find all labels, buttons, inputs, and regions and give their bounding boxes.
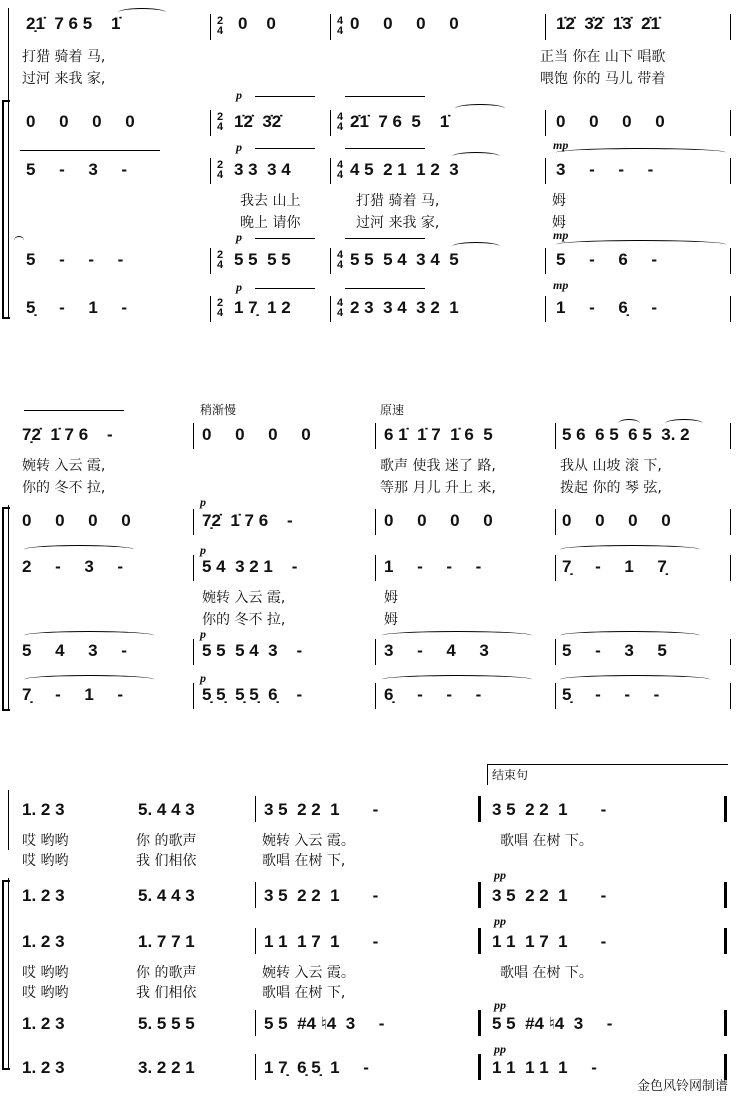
part3-m1: 5 - 3 - (26, 160, 128, 179)
slur (382, 631, 532, 640)
dynamic-pp: pp (494, 868, 506, 882)
slur (665, 419, 703, 428)
barline (193, 509, 194, 535)
choir-brace (2, 507, 10, 711)
melody-m4: 5 6 6 5 6 5 3. 2 (562, 425, 690, 444)
barline (375, 683, 376, 709)
crescendo-hairpin (255, 288, 315, 289)
barline (193, 423, 194, 449)
barline (255, 1010, 256, 1036)
barline (545, 158, 546, 184)
part4-m3: 5 5 #4 ♮4 3 - (264, 1014, 385, 1033)
part3-lyrics-verse2: 姆 (384, 612, 398, 628)
part5-m4: 1 1 1 1 1 - (492, 1058, 597, 1077)
decrescendo-hairpin (345, 148, 425, 149)
part3-lyrics-verse1: 姆 (552, 193, 566, 209)
time-signature: 2 4 (216, 249, 224, 271)
lyrics-verse1: 歌唱 在树 下。 (500, 833, 593, 849)
barline (375, 555, 376, 581)
part3-lyrics-verse1: 姆 (384, 590, 398, 606)
slur (24, 545, 134, 554)
barline (210, 248, 211, 274)
decrescendo-hairpin (345, 238, 425, 239)
repeat-end-barline (478, 1010, 481, 1036)
part3-m3: 4 5 2 1 1 2 3 (350, 160, 459, 179)
part4-m4: 5 5 #4 ♮4 3 - (492, 1014, 613, 1033)
part3-lyrics-verse2: 晚上 请你 (240, 215, 301, 231)
lyrics-verse1: 婉转 入云 霞。 (262, 833, 355, 849)
slur (452, 242, 500, 251)
melody-m1: 7̣2̇ 1̇ 7 6 - (22, 425, 113, 444)
part4-m1: 1. 2 3 (22, 1014, 65, 1033)
slur (382, 675, 532, 684)
lyrics-verse2: 拨起 你的 琴 弦, (560, 480, 662, 496)
final-barline (724, 882, 727, 908)
part2-m3: 3 5 2 2 1 - (264, 886, 379, 905)
lyrics-verse2: 喂饱 你的 马儿 带着 (540, 71, 666, 87)
time-signature: 2 4 (216, 111, 224, 133)
part3-m4: 1 1 1 7 1 - (492, 932, 607, 951)
barline (330, 296, 331, 322)
system-3 (0, 760, 740, 1100)
system-2 (0, 395, 740, 725)
part3-m2: 3 3 3 4 (234, 160, 291, 179)
lyrics-verse1: 哎 哟哟 (22, 833, 69, 849)
time-signature: 4 4 (336, 111, 344, 133)
melody-m2: 0 0 (238, 14, 276, 33)
slur (452, 152, 500, 161)
barline (730, 423, 731, 449)
part5-m2: 3. 2 2 1 (138, 1058, 195, 1077)
part5-m1: 5̣ - 1 - (26, 298, 128, 317)
dynamic-mp: mp (553, 278, 569, 292)
part4-m2: 5 5 5 4 3 - (202, 641, 303, 660)
part4-m1: 5 4 3 - (22, 641, 127, 660)
barline (193, 683, 194, 709)
barline (255, 882, 256, 908)
slur (556, 148, 726, 157)
part2-m2: 1̇2̇ 3̇2̇ (234, 112, 282, 131)
dynamic-pp: pp (494, 1042, 506, 1056)
tempo-marking: 稍渐慢 (200, 403, 237, 417)
barline (545, 296, 546, 322)
lyrics-verse2: 我 们相依 (136, 853, 197, 869)
dynamic-p: p (200, 543, 206, 557)
part5-m3: 1 7̣ 6̣ 5̣ 1 - (264, 1058, 369, 1077)
lyrics-verse1: 歌声 使我 迷了 路, (380, 458, 496, 474)
part2-m2: 5. 4 4 3 (138, 886, 195, 905)
time-signature: 2 4 (216, 297, 224, 319)
barline (730, 14, 731, 40)
part3-lyrics-verse2: 歌唱 在树 下, (262, 985, 346, 1001)
crescendo-hairpin (255, 238, 315, 239)
time-signature: 2 4 (216, 159, 224, 181)
part5-m2: 5̣ 5̣ 5̣ 5̣ 6̣ - (202, 685, 303, 704)
part3-m1: 2 - 3 - (22, 557, 124, 576)
barline (555, 423, 556, 449)
dynamic-p: p (236, 88, 242, 102)
slur (556, 240, 726, 249)
dynamic-p: p (236, 230, 242, 244)
part4-m1: 5 - - - (26, 250, 124, 269)
part3-lyrics-verse1: 哎 哟哟 (22, 965, 69, 981)
part3-lyrics-verse2: 哎 哟哟 (22, 985, 69, 1001)
part3-m1: 1. 2 3 (22, 932, 65, 951)
part3-lyrics-verse1: 打猎 骑着 马, (356, 193, 440, 209)
part3-lyrics-verse2: 姆 (552, 215, 566, 231)
part2-m4: 0 0 0 0 (562, 511, 671, 530)
crescendo-hairpin (255, 96, 315, 97)
slur (24, 675, 154, 684)
lyrics-verse1: 正当 你在 山下 唱歌 (540, 49, 666, 65)
tempo-marking: 原速 (380, 403, 405, 417)
part2-m1: 0 0 0 0 (26, 112, 135, 131)
barline (545, 14, 546, 40)
barline (555, 509, 556, 535)
system-1 (0, 0, 740, 330)
part3-m3: 1 - - - (384, 557, 482, 576)
part3-lyrics-verse1: 你 的歌声 (136, 965, 197, 981)
slur (118, 8, 166, 17)
part5-m1: 1. 2 3 (22, 1058, 65, 1077)
part2-m1: 1. 2 3 (22, 886, 65, 905)
barline (330, 110, 331, 136)
final-barline (724, 1010, 727, 1036)
lyrics-verse2: 过河 来我 家, (22, 71, 106, 87)
slur (560, 545, 700, 554)
barline (193, 639, 194, 665)
part5-m4: 5̣ - - - (562, 685, 660, 704)
barline (730, 683, 731, 709)
barline (210, 14, 211, 40)
choir-brace (2, 880, 10, 1070)
lyrics-verse2: 哎 哟哟 (22, 853, 69, 869)
barline (330, 14, 331, 40)
barline (730, 248, 731, 274)
part3-m4: 3 - - - (556, 160, 654, 179)
barline (193, 555, 194, 581)
time-signature: 4 4 (336, 15, 344, 37)
dynamic-p: p (200, 627, 206, 641)
part5-m4: 1 - 6̣ - (556, 298, 658, 317)
lyrics-verse1: 打猎 骑着 马, (22, 49, 106, 65)
slur (618, 419, 640, 428)
final-barline (724, 928, 727, 954)
part3-lyrics-verse2: 你的 冬不 拉, (202, 612, 286, 628)
barline (555, 639, 556, 665)
part4-m4: 5 - 3 5 (562, 641, 667, 660)
melody-m2: 0 0 0 0 (202, 425, 311, 444)
part2-m4: 3 5 2 2 1 - (492, 886, 607, 905)
part5-m2: 1 7̣ 1 2 (234, 298, 291, 317)
ending-label: 结束句 (492, 768, 529, 782)
barline (730, 555, 731, 581)
choir-brace (2, 100, 10, 319)
slur (24, 631, 154, 640)
repeat-end-barline (478, 928, 481, 954)
melody-m3: 3 5 2 2 1 - (264, 800, 379, 819)
slur (560, 631, 700, 640)
dynamic-pp: pp (494, 998, 506, 1012)
slur (455, 104, 505, 113)
dynamic-p: p (200, 671, 206, 685)
part5-m1: 7̣ - 1 - (22, 685, 124, 704)
system-start-line (8, 790, 9, 850)
part4-m3: 5 5 5 4 3 4 5 (350, 250, 459, 269)
time-signature: 4 4 (336, 297, 344, 319)
lyrics-verse2: 歌唱 在树 下, (262, 853, 346, 869)
barline (730, 639, 731, 665)
decrescendo-hairpin (345, 96, 425, 97)
barline (545, 110, 546, 136)
dynamic-mp: mp (553, 138, 569, 152)
barline (330, 158, 331, 184)
dynamic-pp: pp (494, 914, 506, 928)
barline (255, 796, 256, 822)
crescendo-hairpin (255, 148, 315, 149)
slur (560, 675, 710, 684)
part3-lyrics-verse1: 婉转 入云 霞, (202, 590, 286, 606)
crescendo-hairpin (20, 150, 160, 151)
barline (545, 248, 546, 274)
part2-m3: 2̇1̇ 7 6 5 1̇ (350, 112, 450, 131)
part3-lyrics-verse2: 过河 来我 家, (356, 215, 440, 231)
barline (375, 423, 376, 449)
barline (555, 555, 556, 581)
final-barline (724, 796, 727, 822)
lyrics-verse1: 你 的歌声 (136, 833, 197, 849)
slur (14, 236, 24, 245)
part5-m3: 6̣ - - - (384, 685, 482, 704)
part3-lyrics-verse1: 歌唱 在树 下。 (500, 965, 593, 981)
barline (210, 158, 211, 184)
repeat-end-barline (478, 1054, 481, 1080)
lyrics-verse1: 我从 山坡 滚 下, (560, 458, 662, 474)
repeat-end-barline (478, 796, 481, 822)
barline (210, 110, 211, 136)
part3-lyrics-verse2: 我 们相依 (136, 985, 197, 1001)
barline (210, 296, 211, 322)
dynamic-p: p (200, 495, 206, 509)
part2-m4: 0 0 0 0 (556, 112, 665, 131)
melody-m2: 5. 4 4 3 (138, 800, 195, 819)
repeat-end-barline (478, 882, 481, 908)
part2-m2: 7̣2̇ 1̇ 7 6 - (202, 511, 293, 530)
barline (330, 248, 331, 274)
part3-m2: 5 4 3 2 1 - (202, 557, 298, 576)
dynamic-mp: mp (553, 228, 569, 242)
part2-m3: 0 0 0 0 (384, 511, 493, 530)
part5-m3: 2 3 3 4 3 2 1 (350, 298, 459, 317)
melody-m3: 6 1̇ 1̇ 7 1̇ 6 5 (384, 425, 493, 444)
barline (730, 110, 731, 136)
melody-m4: 1̇2̇ 3̇2̇ 1̇3̇ 2̇1̇ (556, 14, 660, 33)
barline (555, 683, 556, 709)
barline (730, 296, 731, 322)
part3-lyrics-verse1: 婉转 入云 霞。 (262, 965, 355, 981)
credit-text: 金色风铃网制谱 (636, 1079, 728, 1094)
decrescendo-hairpin (24, 410, 124, 411)
part3-m3: 1 1 1 7 1 - (264, 932, 379, 951)
melody-m1: 2̣1̇ 7 6 5 1̇ (26, 14, 121, 33)
melody-m1: 1. 2 3 (22, 800, 65, 819)
barline (375, 639, 376, 665)
barline (255, 1054, 256, 1080)
time-signature: 2 4 (216, 15, 224, 37)
dynamic-p: p (236, 280, 242, 294)
part3-m2: 1. 7 7 1 (138, 932, 195, 951)
part2-m1: 0 0 0 0 (22, 511, 131, 530)
part4-m4: 5 - 6 - (556, 250, 658, 269)
lyrics-verse2: 你的 冬不 拉, (22, 480, 106, 496)
part4-m2: 5. 5 5 5 (138, 1014, 195, 1033)
barline (255, 928, 256, 954)
part3-m4: 7̣ - 1 7̣ (562, 557, 667, 576)
dynamic-p: p (236, 140, 242, 154)
part4-m3: 3 - 4 3 (384, 641, 489, 660)
part3-lyrics-verse1: 我去 山上 (240, 193, 301, 209)
time-signature: 4 4 (336, 159, 344, 181)
melody-m3: 0 0 0 0 (350, 14, 459, 33)
decrescendo-hairpin (345, 288, 425, 289)
melody-m4: 3 5 2 2 1 - (492, 800, 607, 819)
lyrics-verse2: 等那 月儿 升上 来, (380, 480, 496, 496)
lyrics-verse1: 婉转 入云 霞, (22, 458, 106, 474)
time-signature: 4 4 (336, 249, 344, 271)
part4-m2: 5 5 5 5 (234, 250, 291, 269)
barline (730, 509, 731, 535)
barline (375, 509, 376, 535)
barline (730, 158, 731, 184)
